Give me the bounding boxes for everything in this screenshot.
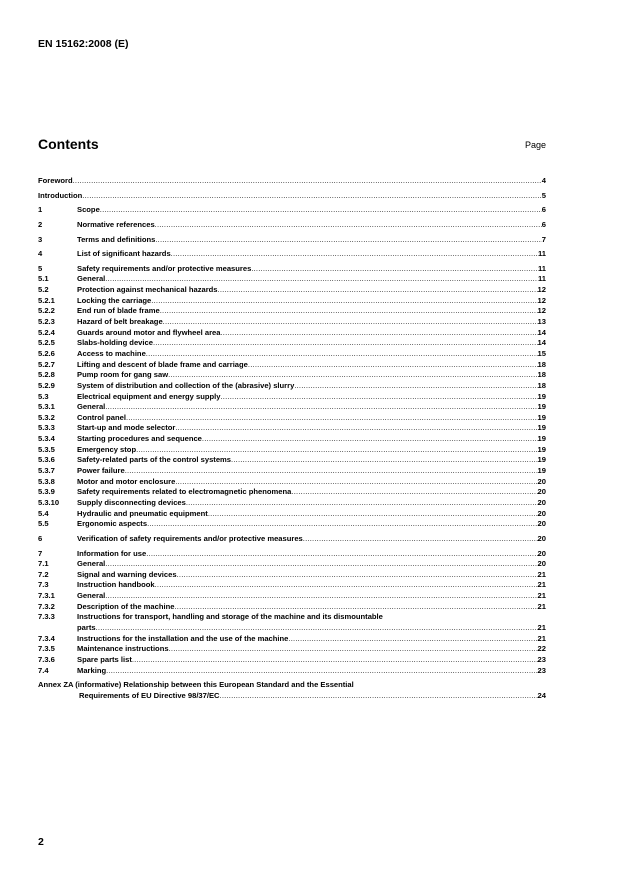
toc-page-number: 4 (541, 176, 546, 185)
dot-leader (146, 549, 537, 560)
toc-section-number: 7.3.1 (38, 591, 55, 601)
dot-leader (202, 434, 538, 445)
dot-leader (174, 602, 537, 613)
dot-leader (288, 634, 537, 645)
toc-entry-title: Introduction (38, 190, 83, 200)
dot-leader (163, 317, 538, 328)
toc-entry-title: Ergonomic aspects (77, 519, 148, 529)
toc-entry-title: General (77, 402, 106, 412)
toc-entry-title: Pump room for gang saw (77, 370, 169, 380)
dot-leader (177, 570, 538, 581)
toc-entry[interactable] (38, 392, 546, 403)
toc-entry[interactable] (38, 434, 546, 445)
toc-section-number: 7.3.4 (38, 633, 55, 643)
toc-entry-title: Spare parts list (77, 654, 132, 664)
toc-page-number: 18 (537, 359, 546, 369)
toc-page-number: 19 (537, 455, 546, 465)
toc-page-number: 18 (537, 370, 546, 380)
toc-entry[interactable] (38, 249, 546, 260)
toc-page-number: 6 (541, 219, 546, 229)
toc-entry-title: General (77, 591, 106, 601)
toc-entry-title: Description of the machine (77, 601, 175, 611)
toc-page-number: 20 (537, 548, 546, 558)
toc-entry-title: System of distribution and collection of the (abrasive) slurry (77, 380, 295, 390)
dot-leader (126, 413, 538, 424)
toc-entry-title: Instructions for the installation and the use of the machine (77, 633, 289, 643)
toc-entry[interactable] (38, 498, 546, 509)
toc-entry-title: Safety requirements related to electromagnetic phenomena (77, 487, 292, 497)
toc-page-number: 21 (537, 569, 546, 579)
page-number: 2 (38, 836, 44, 848)
dot-leader (169, 644, 538, 655)
toc-section-number: 5.2.2 (38, 306, 55, 316)
toc-page-number: 19 (537, 444, 546, 454)
toc-page-number: 20 (537, 519, 546, 529)
toc-page-number: 19 (537, 434, 546, 444)
toc-page-number: 23 (537, 665, 546, 675)
toc-entry[interactable] (38, 570, 546, 581)
dot-leader (186, 498, 538, 509)
dot-leader (160, 306, 538, 317)
toc-entry-title: Normative references (77, 219, 155, 229)
toc-section-number: 5.3.6 (38, 455, 55, 465)
dot-leader (251, 264, 538, 275)
toc-page-number: 21 (537, 623, 546, 632)
toc-entry-title: Annex ZA (informative) Relationship between this European Standard and the Essential (38, 680, 354, 690)
toc-entry-title: Slabs-holding device (77, 338, 153, 348)
toc-section-number: 5.5 (38, 519, 49, 529)
dot-leader (106, 666, 537, 677)
toc-page-number: 20 (537, 497, 546, 507)
toc-entry[interactable] (38, 534, 546, 545)
toc-section-number: 7.1 (38, 559, 49, 569)
toc-entry[interactable] (38, 413, 546, 424)
toc-page-number: 19 (537, 412, 546, 422)
toc-section-number: 7.3.6 (38, 654, 55, 664)
toc-page-number: 14 (537, 338, 546, 348)
toc-section-number: 5 (38, 263, 43, 273)
toc-section-number: 7 (38, 548, 43, 558)
toc-page-number: 20 (537, 508, 546, 518)
toc-page-number: 13 (537, 317, 546, 327)
toc-entry[interactable] (38, 666, 546, 677)
toc-entry[interactable] (38, 191, 546, 202)
toc-page-number: 20 (537, 533, 546, 543)
toc-section-number: 5.3.8 (38, 476, 55, 486)
toc-page-number: 12 (537, 295, 546, 305)
toc-entry[interactable] (38, 264, 546, 275)
dot-leader (96, 623, 538, 634)
toc-entry[interactable] (38, 306, 546, 317)
toc-section-number: 5.4 (38, 508, 49, 518)
toc-entry-title: Foreword (38, 176, 73, 185)
toc-section-number: 5.3.10 (38, 497, 60, 507)
dot-leader (168, 370, 537, 381)
table-of-contents (38, 176, 546, 702)
toc-entry[interactable] (38, 519, 546, 530)
dot-leader (100, 205, 542, 216)
toc-entry-title: General (77, 559, 106, 569)
dot-leader (220, 392, 537, 403)
toc-entry[interactable] (38, 580, 546, 591)
toc-entry[interactable] (38, 176, 546, 187)
toc-entry-title: End run of blade frame (77, 306, 160, 316)
toc-page-number: 23 (537, 654, 546, 664)
toc-page-number: 20 (537, 487, 546, 497)
dot-leader (171, 249, 538, 260)
toc-section-number: 7.3.2 (38, 601, 55, 611)
dot-leader (73, 176, 542, 187)
dot-leader (132, 655, 538, 666)
toc-page-number: 19 (537, 466, 546, 476)
dot-leader (155, 220, 542, 231)
toc-page-number: 21 (537, 601, 546, 611)
toc-entry-title: Supply disconnecting devices (77, 497, 186, 507)
toc-entry[interactable] (38, 612, 546, 633)
toc-entry[interactable] (38, 328, 546, 339)
toc-section-number: 7.2 (38, 569, 49, 579)
toc-entry[interactable] (38, 235, 546, 246)
dot-leader (220, 691, 538, 702)
toc-section-number: 5.2.1 (38, 295, 55, 305)
toc-section-number: 4 (38, 249, 43, 259)
toc-page-number: 5 (541, 190, 546, 200)
toc-entry[interactable] (38, 349, 546, 360)
toc-page-number: 20 (537, 559, 546, 569)
toc-page-number: 12 (537, 306, 546, 316)
contents-heading: Contents (38, 136, 99, 152)
toc-entry[interactable] (38, 477, 546, 488)
toc-entry-title: Hazard of belt breakage (77, 317, 163, 327)
toc-entry-title: Control panel (77, 412, 126, 422)
toc-entry[interactable] (38, 602, 546, 613)
toc-page-number: 19 (537, 423, 546, 433)
dot-leader (105, 402, 537, 413)
dot-leader (231, 455, 538, 466)
dot-leader (155, 580, 538, 591)
toc-page-number: 19 (537, 391, 546, 401)
toc-page-number: 18 (537, 380, 546, 390)
dot-leader (136, 445, 537, 456)
toc-entry-title: Lifting and descent of blade frame and carriage (77, 359, 248, 369)
toc-entry[interactable] (38, 220, 546, 231)
toc-entry-title: Information for use (77, 548, 147, 558)
toc-page-number: 21 (537, 591, 546, 601)
toc-page-number: 19 (537, 402, 546, 412)
toc-entry-title: Maintenance instructions (77, 644, 169, 654)
toc-entry[interactable] (38, 317, 546, 328)
dot-leader (303, 534, 538, 545)
toc-section-number: 5.2.4 (38, 327, 55, 337)
toc-entry[interactable] (38, 274, 546, 285)
toc-section-number: 5.2.6 (38, 348, 55, 358)
toc-entry[interactable] (38, 591, 546, 602)
toc-page-number: 11 (537, 274, 546, 284)
toc-page-number: 6 (541, 205, 546, 215)
toc-entry[interactable] (38, 381, 546, 392)
dot-leader (155, 235, 541, 246)
dot-leader (175, 477, 537, 488)
toc-entry[interactable] (38, 445, 546, 456)
dot-leader (153, 338, 538, 349)
toc-entry[interactable] (38, 285, 546, 296)
toc-section-number: 5.3 (38, 391, 49, 401)
toc-section-number: 7.3 (38, 580, 49, 590)
dot-leader (146, 349, 538, 360)
toc-entry-title: Access to machine (77, 348, 146, 358)
dot-leader (125, 466, 538, 477)
toc-page-number: 7 (541, 234, 546, 244)
toc-entry-title: Safety requirements and/or protective measures (77, 263, 252, 273)
toc-section-number: 5.2.8 (38, 370, 55, 380)
toc-entry-title-continued: parts (77, 623, 96, 632)
toc-entry-title: Electrical equipment and energy supply (77, 391, 221, 401)
dot-leader (105, 591, 537, 602)
toc-section-number: 5.2.9 (38, 380, 55, 390)
dot-leader (147, 519, 537, 530)
toc-section-number: 5.3.5 (38, 444, 55, 454)
toc-entry[interactable] (38, 360, 546, 371)
toc-section-number: 5.3.7 (38, 466, 55, 476)
toc-entry-title: Terms and definitions (77, 234, 156, 244)
toc-entry-title: Signal and warning devices (77, 569, 177, 579)
toc-entry-title: Marking (77, 665, 107, 675)
toc-entry[interactable] (38, 644, 546, 655)
toc-section-number: 5.3.9 (38, 487, 55, 497)
toc-section-number: 5.3.3 (38, 423, 55, 433)
toc-section-number: 5.2 (38, 285, 49, 295)
toc-entry-title: General (77, 274, 106, 284)
toc-entry-title: List of significant hazards (77, 249, 171, 259)
dot-leader (105, 559, 537, 570)
toc-page-number: 21 (537, 633, 546, 643)
toc-section-number: 7.3.5 (38, 644, 55, 654)
toc-entry[interactable] (38, 370, 546, 381)
toc-entry-title: Locking the carriage (77, 295, 152, 305)
toc-entry[interactable] (38, 296, 546, 307)
toc-section-number: 7.4 (38, 665, 49, 675)
dot-leader (208, 509, 538, 520)
toc-entry[interactable] (38, 509, 546, 520)
toc-entry-title: Instruction handbook (77, 580, 155, 590)
toc-section-number: 5.2.5 (38, 338, 55, 348)
dot-leader (220, 328, 537, 339)
toc-entry-title: Start-up and mode selector (77, 423, 176, 433)
toc-entry[interactable] (38, 466, 546, 477)
toc-entry-title: Emergency stop (77, 444, 137, 454)
toc-entry[interactable] (38, 487, 546, 498)
dot-leader (82, 191, 541, 202)
dot-leader (105, 274, 538, 285)
toc-entry[interactable] (38, 655, 546, 666)
toc-page-number: 21 (537, 580, 546, 590)
toc-section-number: 5.1 (38, 274, 49, 284)
toc-entry-title: Instructions for transport, handling and storage of the machine and its dismountable (77, 612, 383, 622)
dot-leader (291, 487, 537, 498)
toc-page-number: 11 (537, 249, 546, 259)
dot-leader (248, 360, 538, 371)
toc-entry[interactable] (38, 634, 546, 645)
toc-section-number: 2 (38, 219, 43, 229)
toc-entry[interactable] (38, 559, 546, 570)
toc-section-number: 5.2.3 (38, 317, 55, 327)
toc-page-number: 24 (537, 690, 546, 700)
toc-section-number: 6 (38, 533, 43, 543)
dot-leader (175, 423, 537, 434)
toc-section-number: 1 (38, 205, 43, 215)
toc-entry-title: Motor and motor enclosure (77, 476, 176, 486)
toc-entry-title: Guards around motor and flywheel area (77, 327, 221, 337)
toc-section-number: 5.3.1 (38, 402, 55, 412)
toc-page-number: 15 (537, 348, 546, 358)
toc-entry-title: Verification of safety requirements and/or protective measures (77, 533, 303, 543)
dot-leader (151, 296, 537, 307)
dot-leader (294, 381, 537, 392)
dot-leader (218, 285, 538, 296)
toc-entry[interactable] (38, 423, 546, 434)
toc-section-number: 5.3.2 (38, 412, 55, 422)
toc-entry-title: Starting procedures and sequence (77, 434, 202, 444)
toc-page-number: 11 (537, 263, 546, 273)
toc-section-number: 7.3.3 (38, 612, 55, 622)
toc-entry[interactable] (38, 205, 546, 216)
toc-entry[interactable] (38, 549, 546, 560)
toc-entry[interactable] (38, 338, 546, 349)
document-id: EN 15162:2008 (E) (38, 38, 129, 50)
toc-entry-title: Power failure (77, 466, 125, 476)
toc-section-number: 5.3.4 (38, 434, 55, 444)
toc-page-number: 14 (537, 327, 546, 337)
toc-page-number: 22 (537, 644, 546, 654)
toc-section-number: 5.2.7 (38, 359, 55, 369)
toc-page-number: 12 (537, 285, 546, 295)
toc-entry-title: Scope (77, 205, 100, 215)
page-column-label: Page (524, 140, 546, 150)
toc-section-number: 3 (38, 234, 43, 244)
toc-entry-title: Safety-related parts of the control systems (77, 455, 232, 465)
toc-entry-title-continued: Requirements of EU Directive 98/37/EC (79, 690, 220, 700)
toc-page-number: 20 (537, 476, 546, 486)
toc-entry[interactable] (38, 680, 546, 701)
toc-entry-title: Hydraulic and pneumatic equipment (77, 508, 208, 518)
toc-entry[interactable] (38, 455, 546, 466)
toc-entry-title: Protection against mechanical hazards (77, 285, 218, 295)
toc-entry[interactable] (38, 402, 546, 413)
